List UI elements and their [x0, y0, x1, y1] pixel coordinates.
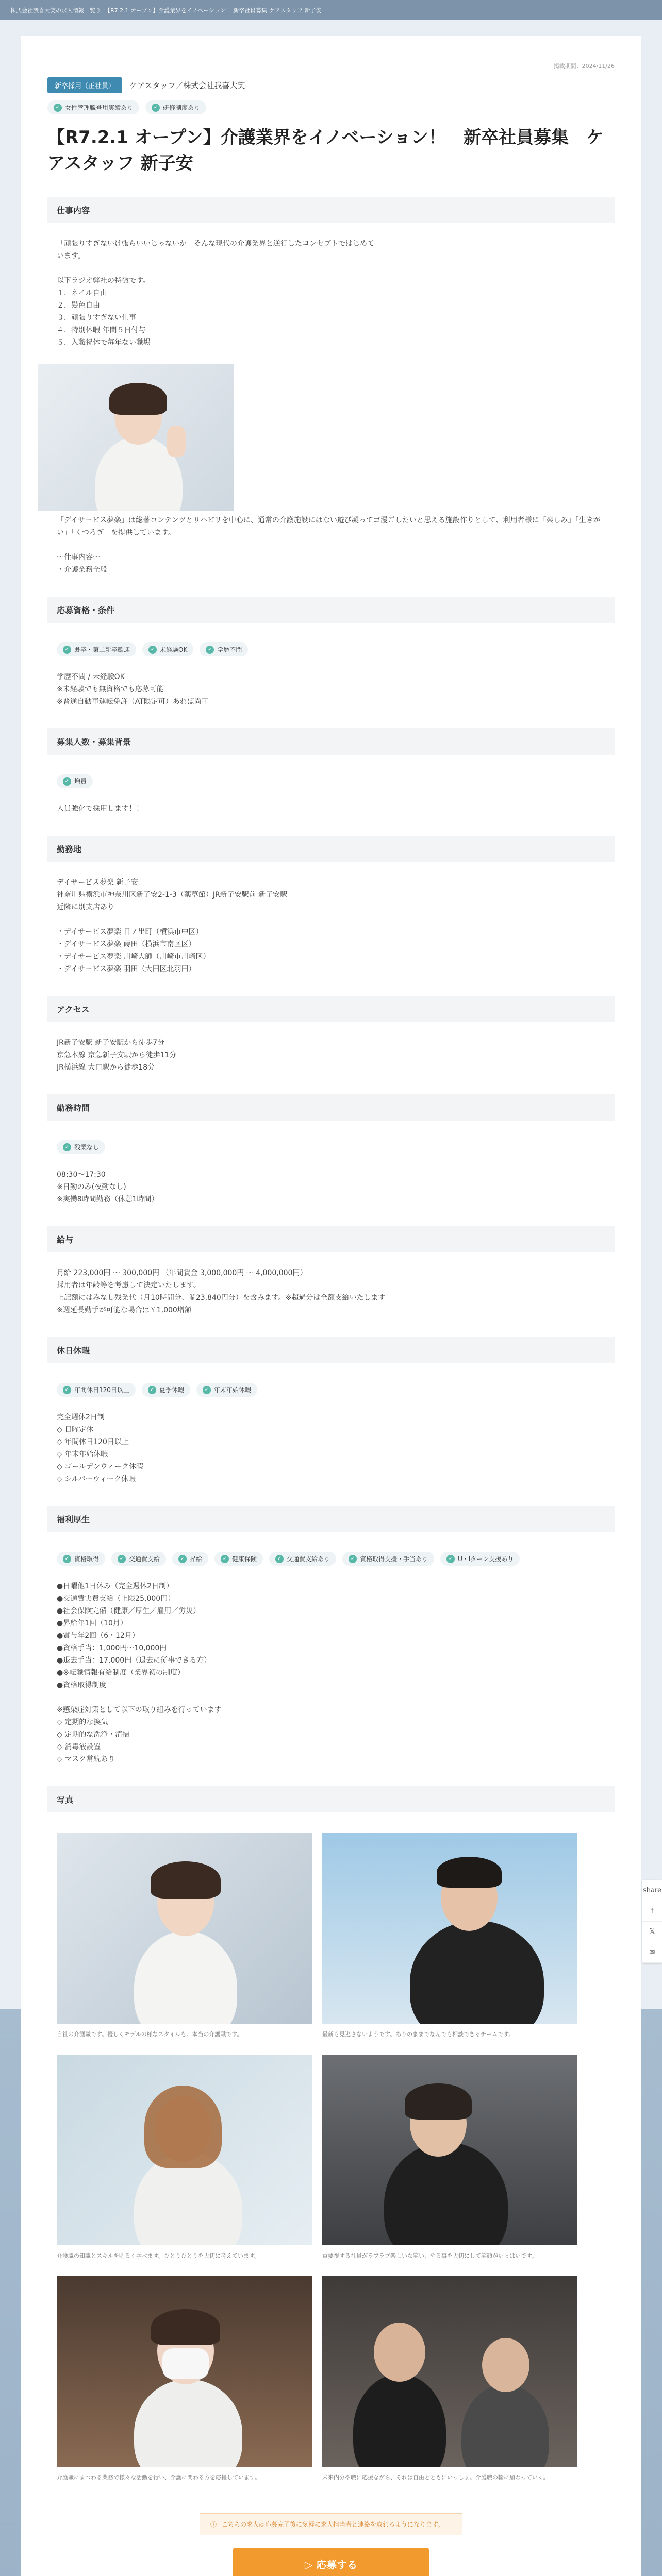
tag: ✓ U・Iターン支援あり	[440, 1552, 520, 1566]
check-icon: ✓	[63, 1386, 71, 1394]
info-icon: ⓘ	[210, 2521, 217, 2528]
tag: ✓ 増員	[57, 774, 93, 788]
mail-icon[interactable]: ✉	[642, 1942, 662, 1963]
job-description: 「頑張りすぎないけ張らいいじゃないか」そんな現代の介護業界と逆行したコンセプトではじめています。 以下ラジオ弊社の特徴です。 １．ネイル自由 ２．髪色自由 ３．頑張りすぎない仕事 ４．特別休暇 年間５日付与 ５．入職祝休で毎年ない職場	[57, 240, 374, 347]
access-text: JR新子安駅 新子安駅から徒歩7分 京急本線 京急新子安駅から徒歩11分 JR横浜線 大口駅から徒歩18分	[57, 1039, 177, 1072]
photo-caption: 介護職の知識とスキルを明るく学べます。ひとりひとりを大切に考えています。	[57, 2252, 260, 2259]
section-heading-qualifications: 応募資格・条件	[47, 597, 615, 623]
tag: ✓ 夏季休暇	[142, 1383, 190, 1397]
header-tags	[47, 100, 615, 114]
hours-text: 08:30〜17:30 ※日勤のみ(夜勤なし) ※実働8時間勤務（休憩1時間）	[57, 1171, 159, 1204]
qualifications-text: 学歴不問 / 未経験OK ※未経験でも無資格でも応募可能 ※普通自動車運転免許（AT限定可）あれば尚可	[57, 673, 209, 706]
tag: ✓ 資格取得支援・手当あり	[342, 1552, 434, 1566]
check-icon: ✓	[206, 646, 214, 654]
photo-caption: 自社の介護職です。優しくモデルの様なスタイルも。本当の介護職です。	[57, 2031, 243, 2038]
tag: ✓ 未経験OK	[142, 642, 193, 656]
section-heading-holidays: 休日休暇	[47, 1337, 615, 1363]
share-bar	[642, 1880, 662, 1963]
tag: ✓ 研修制度あり	[145, 100, 206, 114]
section-heading-benefits: 福利厚生	[47, 1506, 615, 1532]
gallery-item	[57, 1833, 312, 2039]
breadcrumb[interactable]: 株式会社我喜大笑の求人情報一覧 》 【R7.2.1 オープン】介護業界をイノベーション！ 新卒社員募集 ケアスタッフ 新子安	[0, 0, 662, 20]
job-title: 【R7.2.1 オープン】介護業界をイノベーション！ 新卒社員募集 ケアスタッフ 新子安	[47, 127, 604, 174]
employment-type-badge: 新卒採用（正社員）	[47, 77, 122, 93]
check-icon: ✓	[148, 1386, 156, 1394]
check-icon: ✓	[203, 1386, 211, 1394]
section-heading-access: アクセス	[47, 996, 615, 1022]
photo-caption: 未来内分や職に応援ながら、それは自由とともにいっしょ。介護職の輪に加わっていく。	[322, 2474, 549, 2481]
gallery-item	[57, 2276, 312, 2482]
gallery-photo[interactable]	[57, 2055, 312, 2245]
tag: ✓ 既卒・第二新卒歓迎	[57, 642, 136, 656]
check-icon: ✓	[275, 1555, 284, 1563]
tag: ✓ 残業なし	[57, 1140, 105, 1154]
section-heading-headcount: 募集人数・募集背景	[47, 728, 615, 755]
benefits-text: ●日曜他1日休み（完全週休2日制） ●交通費実費支給（上限25,000円） ●社会保険完備（健康／厚生／雇用／労災） ●昇給年1回（10月） ●賞与年2回（6・12月） ●資格手当：1,000円〜10,000円 ●退去手当：17,000円（退去に従事できる方） ●※転職情報有給制度（業界初の制度） ●資格取得制度 ※感染症対策として以下の取り組みを行っています ◇ 定期的な換気 ◇ 定期的な洗浄・清掃 ◇ 消毒液設置 ◇ マスク常続あり	[57, 1582, 222, 1764]
check-icon: ✓	[148, 646, 157, 654]
tag: ✓ 資格取得	[57, 1552, 105, 1566]
tag: ✓ 交通費支給あり	[269, 1552, 336, 1566]
photo-caption: 介護職にまつわる業務で様々な活動を行い、介護に関わる方を応援しています。	[57, 2474, 261, 2481]
tag: ✓ 交通費支給	[111, 1552, 166, 1566]
photo-caption: 最新も見逃さないようです。ありのままでなんでも相談できるチームです。	[322, 2031, 515, 2038]
check-icon: ✓	[221, 1555, 229, 1563]
check-icon: ✓	[118, 1555, 126, 1563]
facebook-icon[interactable]: f	[642, 1901, 662, 1922]
tag: ✓ 昇給	[172, 1552, 208, 1566]
job-description-2: 「デイサービス夢楽」は総著コンテンツとリハビリを中心に、通常の介護施設にはない遊び凝ってゴ漫ごしたいと思える施設作りとして、利用者様に「楽しみ」「生きがい」「くつろぎ」を提供しています。 〜仕事内容〜 ・介護業務全般	[57, 516, 601, 574]
section-heading-job: 仕事内容	[47, 197, 615, 223]
job-card	[21, 36, 641, 2576]
check-icon: ✓	[54, 104, 62, 112]
section-heading-location: 勤務地	[47, 836, 615, 862]
check-icon: ✓	[349, 1555, 357, 1563]
gallery-item	[57, 2055, 312, 2261]
headcount-text: 人員強化で採用します！！	[57, 805, 143, 813]
staff-photo	[38, 364, 234, 511]
holidays-text: 完全週休2日制 ◇ 日曜定休 ◇ 年間休日120日以上 ◇ 年末年始休暇 ◇ ゴールデンウィーク休暇 ◇ シルバーウィーク休暇	[57, 1413, 143, 1483]
company-line[interactable]: ケアスタッフ／株式会社我喜大笑	[129, 81, 245, 90]
tag: ✓ 年間休日120日以上	[57, 1383, 136, 1397]
photo-caption: 重要視する社員がラフラブ楽しいな笑い、やる事を大切にして笑顔がいっぱいです。	[322, 2252, 538, 2259]
tag: ✓ 健康保険	[214, 1552, 263, 1566]
gallery-photo[interactable]	[322, 1833, 577, 2024]
photo-gallery	[47, 1833, 615, 2482]
check-icon: ✓	[152, 104, 160, 112]
check-icon: ✓	[446, 1555, 455, 1563]
tag: ✓ 学歴不問	[200, 642, 248, 656]
check-icon: ✓	[63, 1555, 71, 1563]
posting-date: 掲載期間：2024/11/26	[553, 63, 615, 70]
check-icon: ✓	[63, 777, 71, 786]
section-heading-photos: 写真	[47, 1786, 615, 1812]
section-heading-salary: 給与	[47, 1226, 615, 1252]
gallery-item	[322, 1833, 577, 2039]
location-text: デイサービス夢楽 新子安 神奈川県横浜市神奈川区新子安2-1-3（薬草館）JR新子安駅前 新子安駅 近隣に別支店あり ・デイサービス夢楽 日ノ出町（横浜市中区） ・デイサービス夢楽 蒔田（横浜市南区区） ・デイサービス夢楽 川崎大師（川崎市川崎区） ・デイサービス夢楽 羽田（大田区北羽田）	[57, 878, 288, 973]
section-heading-hours: 勤務時間	[47, 1094, 615, 1121]
check-icon: ✓	[178, 1555, 187, 1563]
gallery-item	[322, 2276, 577, 2482]
x-icon[interactable]: 𝕏	[642, 1922, 662, 1942]
gallery-photo[interactable]	[57, 2276, 312, 2467]
gallery-photo[interactable]	[57, 1833, 312, 2024]
apply-button[interactable]: ▷ 応募する	[233, 2548, 429, 2576]
gallery-photo[interactable]	[322, 2276, 577, 2467]
tag: ✓ 年末年始休暇	[196, 1383, 257, 1397]
check-icon: ✓	[63, 646, 71, 654]
check-icon: ✓	[63, 1143, 71, 1151]
salary-text: 月給 223,000円 〜 300,000円 （年間賃金 3,000,000円 〜 4,000,000円） 採用者は年齢等を考慮して決定いたします。 上記額にはみなし残業代（月10時間分、￥23,840円分）を含みます。※超過分は全額支給いたします ※週延長勤手が可能な場合は￥1,000増額	[57, 1269, 386, 1314]
gallery-photo[interactable]	[322, 2055, 577, 2245]
gallery-item	[322, 2055, 577, 2261]
tag: ✓ 女性管理職登用実績あり	[47, 100, 139, 114]
apply-notice: ⓘ こちらの求人は応募完了後に気軽に求人担当者と連絡を取れるようになります。	[200, 2513, 462, 2535]
share-label: share	[642, 1880, 662, 1901]
